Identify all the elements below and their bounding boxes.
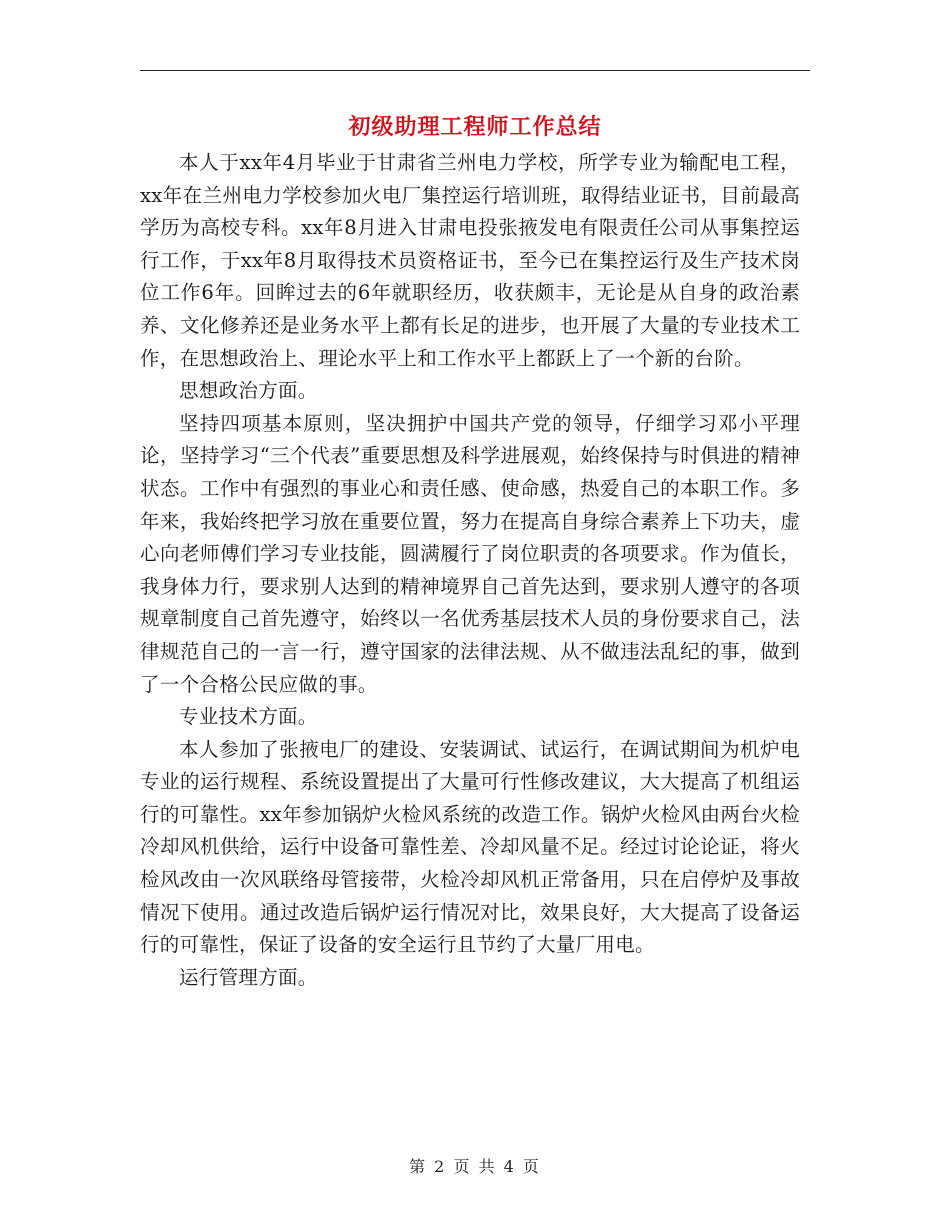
- intro-paragraph: 本人于xx年4月毕业于甘肃省兰州电力学校，所学专业为输配电工程，xx年在兰州电力学校参加火电厂集控运行培训班，取得结业证书，目前最高学历为高校专科。xx年8月进入甘肃电投张掖发电有限责任公司从事集控运行工作，于xx年8月取得技术员资格证书，至今已在集控运行及生产技术岗位工作6年。回眸过去的6年就职经历，收获颇丰，无论是从自身的政治素养、文化修养还是业务水平上都有长足的进步，也开展了大量的专业技术工作，在思想政治上、理论水平上和工作水平上都跃上了一个新的台阶。: [140, 151, 800, 370]
- politics-paragraph: 坚持四项基本原则，坚决拥护中国共产党的领导，仔细学习邓小平理论，坚持学习“三个代表”重要思想及科学进展观，始终保持与时俱进的精神状态。工作中有强烈的事业心和责任感、使命感，热爱自己的本职工作。多年来，我始终把学习放在重要位置，努力在提高自身综合素养上下功夫，虚心向老师傅们学习专业技能，圆满履行了岗位职责的各项要求。作为值长，我身体力行，要求别人达到的精神境界自己首先达到，要求别人遵守的各项规章制度自己首先遵守，始终以一名优秀基层技术人员的身份要求自己，法律规范自己的一言一行，遵守国家的法律法规、从不做违法乱纪的事，做到了一个合格公民应做的事。: [140, 411, 800, 696]
- section-heading-technical: 专业技术方面。: [179, 705, 318, 729]
- document-body: [140, 147, 800, 994]
- technical-paragraph: 本人参加了张掖电厂的建设、安装调试、试运行，在调试期间为机炉电专业的运行规程、系统设置提出了大量可行性修改建议，大大提高了机组运行的可靠性。xx年参加锅炉火检风系统的改造工作。锅炉火检风由两台火检冷却风机供给，运行中设备可靠性差、冷却风量不足。经过讨论论证，将火检风改由一次风联络母管接带，火检冷却风机正常备用，只在启停炉及事故情况下使用。通过改造后锅炉运行情况对比，效果良好，大大提高了设备运行的可靠性，保证了设备的安全运行且节约了大量厂用电。: [140, 737, 800, 957]
- page-number-footer: 第 2 页 共 4 页: [409, 1157, 541, 1176]
- header-rule: [140, 70, 810, 71]
- document-title: 初级助理工程师工作总结: [348, 114, 602, 140]
- section-heading-operations: 运行管理方面。: [179, 965, 318, 989]
- section-heading-politics: 思想政治方面。: [179, 379, 318, 403]
